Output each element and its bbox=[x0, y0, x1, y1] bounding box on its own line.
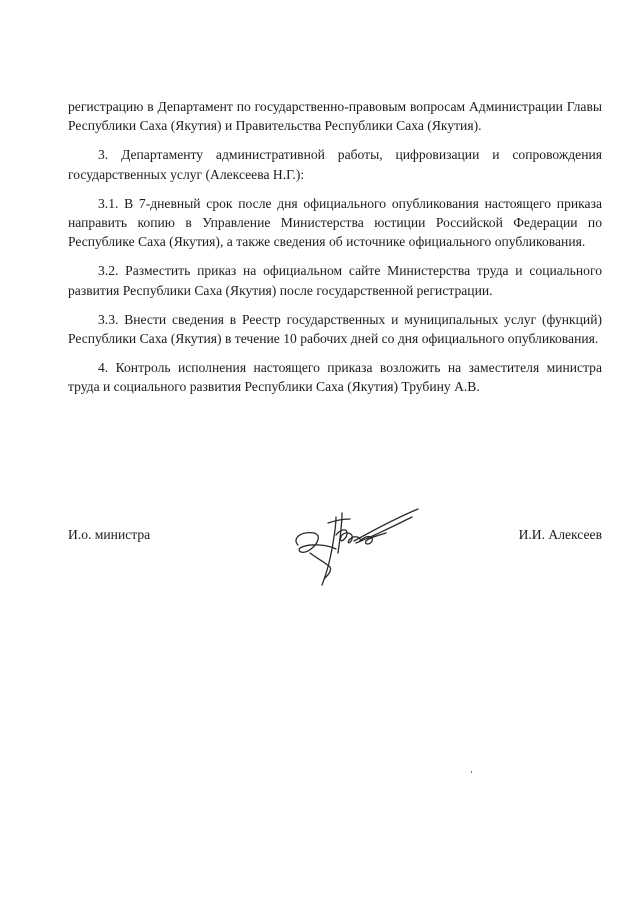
signatory-name: И.И. Алексеев bbox=[518, 527, 602, 542]
paragraph-item-3-1: 3.1. В 7-дневный срок после дня официального опубликования настоящего приказа направить копию в Управление Министерства юстиции Российской Федерации по Республике Саха (Якутия), а также сведения об источнике официального опубликования. bbox=[68, 195, 602, 250]
handwritten-signature bbox=[292, 505, 422, 590]
paragraph-item-3-3: 3.3. Внести сведения в Реестр государственных и муниципальных услуг (функций) Республики Саха (Якутия) в течение 10 рабочих дней со дня официального опубликования. bbox=[68, 311, 602, 347]
signatory-title: И.о. министра bbox=[68, 527, 151, 542]
scan-speck bbox=[471, 771, 472, 773]
paragraph-item-3: 3. Департаменту административной работы, цифровизации и сопровождения государственных услуг (Алексеева Н.Г.): bbox=[68, 147, 602, 182]
document-body bbox=[68, 97, 602, 407]
paragraph-item-3-2: 3.2. Разместить приказ на официальном сайте Министерства труда и социального развития Республики Саха (Якутия) после государственной регистрации. bbox=[68, 263, 602, 298]
paragraph-continuation: регистрацию в Департамент по государственно-правовым вопросам Администрации Главы Республики Саха (Якутия) и Правительства Республики Саха (Якутия). bbox=[68, 99, 602, 134]
paragraph-item-4: 4. Контроль исполнения настоящего приказа возложить на заместителя министра труда и социального развития Республики Саха (Якутия) Трубину А.В. bbox=[68, 360, 602, 395]
